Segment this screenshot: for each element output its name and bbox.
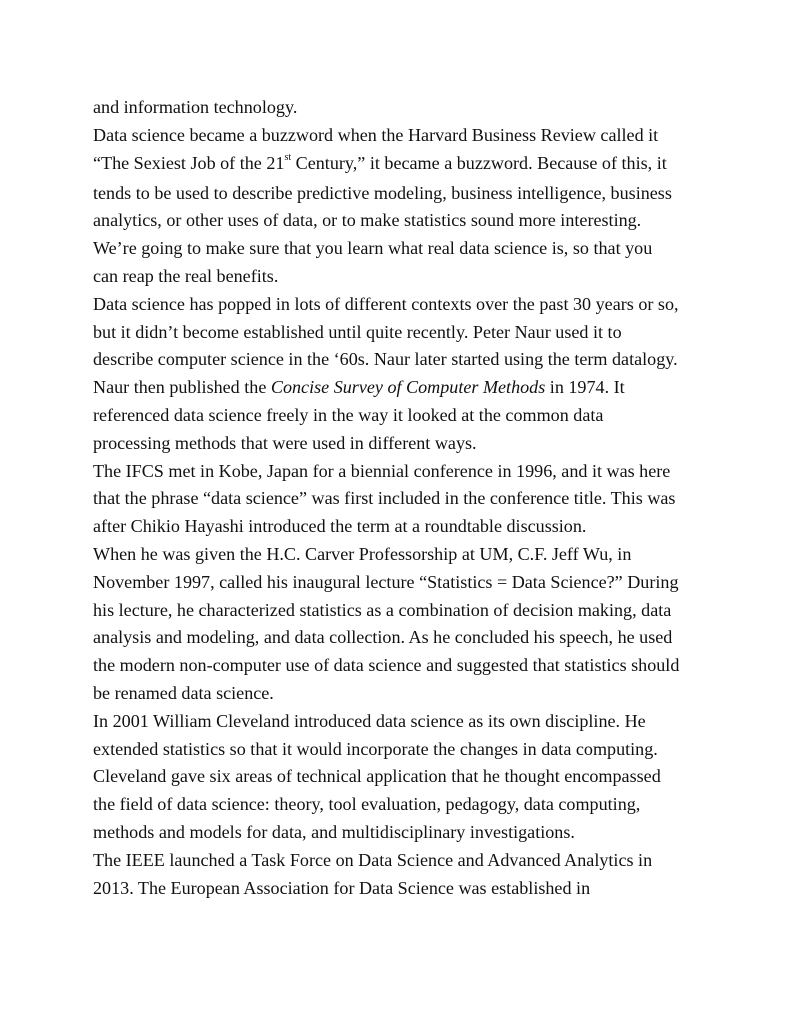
text-line: can reap the real benefits. bbox=[93, 265, 279, 286]
text-line: the field of data science: theory, tool evaluation, pedagogy, data computing, bbox=[93, 794, 641, 815]
text-segment: “The Sexiest Job of the 21 bbox=[93, 152, 285, 173]
text-line: tends to be used to describe predictive modeling, business intelligence, business bbox=[93, 182, 672, 203]
text-line bbox=[93, 150, 713, 180]
text-line: The IFCS met in Kobe, Japan for a biennial conference in 1996, and it was here bbox=[93, 460, 671, 481]
text-segment: Century,” it became a buzzword. Because of this, it bbox=[291, 152, 667, 173]
text-segment: Naur then published the bbox=[93, 377, 271, 398]
text-line: describe computer science in the ‘60s. Naur later started using the term datalogy. bbox=[93, 349, 678, 370]
text-line: analysis and modeling, and data collection. As he concluded his speech, he used bbox=[93, 627, 673, 648]
text-line: When he was given the H.C. Carver Professorship at UM, C.F. Jeff Wu, in bbox=[93, 543, 632, 564]
text-line: We’re going to make sure that you learn what real data science is, so that you bbox=[93, 238, 653, 259]
text-line: the modern non-computer use of data science and suggested that statistics should bbox=[93, 655, 680, 676]
text-line: analytics, or other uses of data, or to make statistics sound more interesting. bbox=[93, 210, 642, 231]
text-line: be renamed data science. bbox=[93, 682, 274, 703]
text-line: 2013. The European Association for Data Science was established in bbox=[93, 877, 591, 898]
text-line: that the phrase “data science” was first included in the conference title. This was bbox=[93, 488, 676, 509]
text-line: processing methods that were used in different ways. bbox=[93, 432, 477, 453]
text-line: Data science became a buzzword when the Harvard Business Review called it bbox=[93, 124, 659, 145]
text-line: November 1997, called his inaugural lecture “Statistics = Data Science?” During bbox=[93, 571, 679, 592]
text-line: after Chikio Hayashi introduced the term at a roundtable discussion. bbox=[93, 516, 587, 537]
text-line: In 2001 William Cleveland introduced data science as its own discipline. He bbox=[93, 710, 646, 731]
text-line: referenced data science freely in the way it looked at the common data bbox=[93, 404, 604, 425]
text-line: Data science has popped in lots of different contexts over the past 30 years or so, bbox=[93, 293, 679, 314]
text-segment: in 1974. It bbox=[545, 377, 625, 398]
text-line: but it didn’t become established until quite recently. Peter Naur used it to bbox=[93, 321, 622, 342]
text-line: methods and models for data, and multidisciplinary investigations. bbox=[93, 821, 575, 842]
text-line: Cleveland gave six areas of technical application that he thought encompassed bbox=[93, 766, 661, 787]
text-line: his lecture, he characterized statistics as a combination of decision making, data bbox=[93, 599, 672, 620]
book-title: Concise Survey of Computer Methods bbox=[270, 377, 546, 398]
text-line: The IEEE launched a Task Force on Data Science and Advanced Analytics in bbox=[93, 849, 653, 870]
text-line: and information technology. bbox=[93, 97, 298, 117]
superscript-ordinal: st bbox=[284, 151, 292, 163]
text-line bbox=[93, 374, 713, 402]
document-body-text bbox=[93, 94, 713, 902]
text-line: extended statistics so that it would incorporate the changes in data computing. bbox=[93, 738, 658, 759]
